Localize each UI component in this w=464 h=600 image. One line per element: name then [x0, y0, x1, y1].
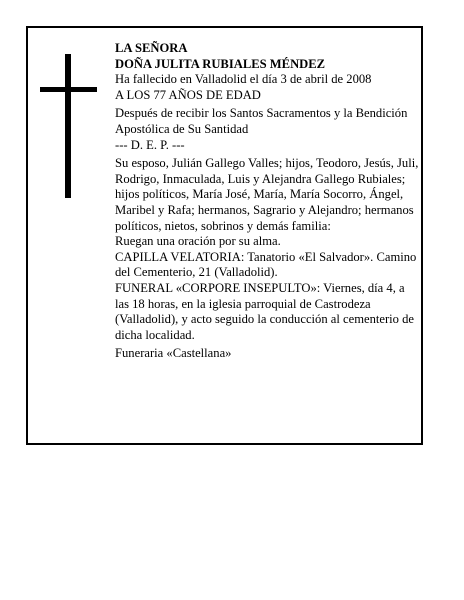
cross-horizontal-bar	[40, 87, 97, 92]
funeral-home: Funeraria «Castellana»	[115, 346, 232, 361]
notice-text	[115, 41, 421, 362]
obituary-notice	[26, 26, 423, 445]
rip-line: --- D. E. P. ---	[115, 137, 185, 152]
sacraments-info: Después de recibir los Santos Sacramentos y la Bendición Apostólica de Su Santidad	[115, 106, 408, 136]
death-info: Ha fallecido en Valladolid el día 3 de abril de 2008	[115, 72, 372, 87]
prayer-request: Ruegan una oración por su alma.	[115, 234, 281, 249]
funeral-info: FUNERAL «CORPORE INSEPULTO»: Viernes, día 4, a las 18 horas, en la iglesia parroquial de Castrodeza (Valladolid), y acto seguido la conducción al cementerio de dicha localidad.	[115, 280, 414, 342]
notice-title-line-2: DOÑA JULITA RUBIALES MÉNDEZ	[115, 56, 326, 71]
notice-title-line-1: LA SEÑORA	[115, 41, 188, 55]
wake-info: CAPILLA VELATORIA: Tanatorio «El Salvador». Camino del Cementerio, 21 (Valladolid).	[115, 249, 417, 280]
cross-icon	[40, 54, 97, 198]
cross-vertical-bar	[65, 54, 71, 198]
age-info: A LOS 77 AÑOS DE EDAD	[115, 87, 261, 102]
family-list: Su esposo, Julián Gallego Valles; hijos, Teodoro, Jesús, Juli, Rodrigo, Inmaculada, Luis y Alejandra Gallego Rubiales; hijos políticos, María José, María, María Socorro, Ángel, Maribel y Rafa; hermanos, Sagrario y Alejandro; hermanos políticos, nietos, sobrinos y demás familia:	[115, 156, 419, 233]
